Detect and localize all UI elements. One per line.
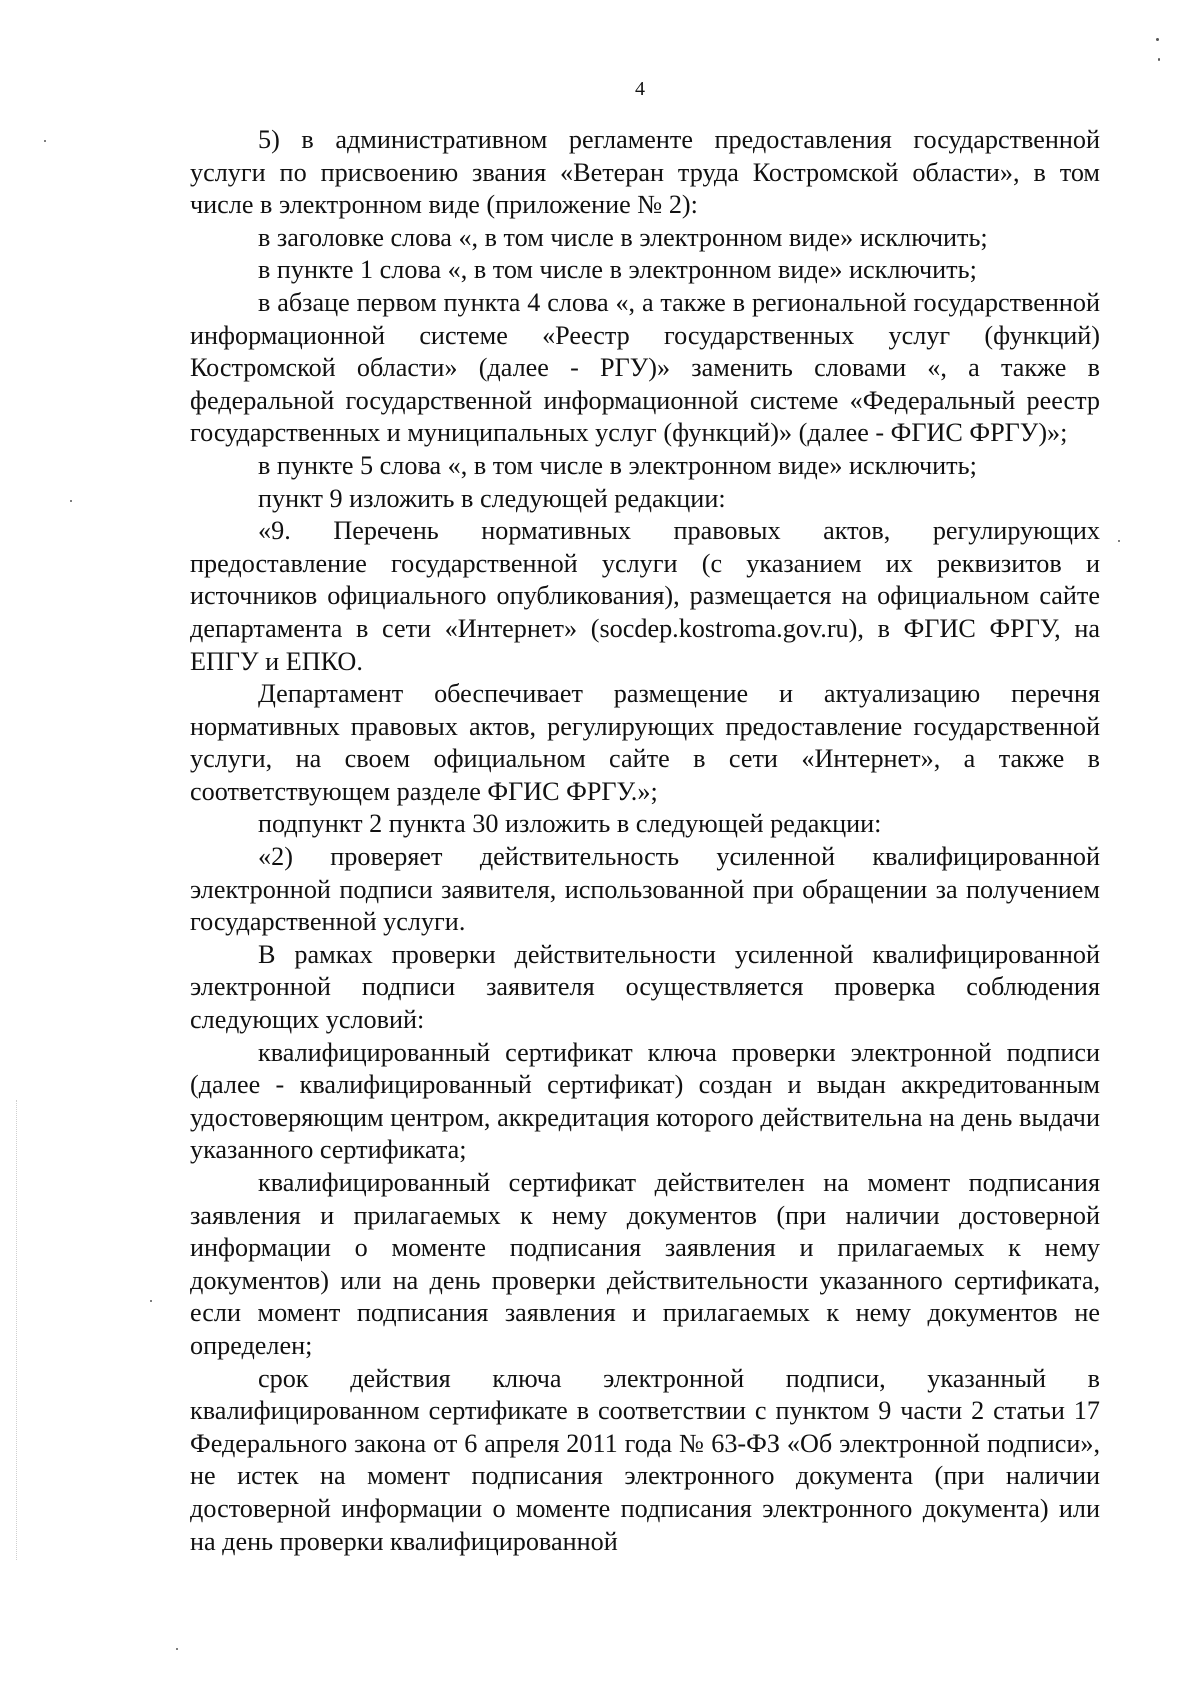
paragraph-item-5: 5) в административном регламенте предоставления государственной услуги по присвоению звания «Ветеран труда Костромской области», в том числе в электронном виде (приложение № 2):: [190, 125, 1100, 220]
binding-margin-dots: [16, 1100, 18, 1560]
paragraph-point-9-intro: пункт 9 изложить в следующей редакции:: [258, 483, 726, 513]
scan-speck: [70, 500, 72, 502]
paragraph-condition-valid: квалифицированный сертификат действителен на момент подписания заявления и прилагаемых к нему документов (при наличии достоверной информации о моменте подписания заявления и прилагаемых к нему документов) или на день проверки действительности указанного сертификата, если момент подписания заявления и прилагаемых к нему документов не определен;: [190, 1168, 1100, 1360]
scan-speck: [150, 1300, 152, 1302]
paragraph-condition-issued: квалифицированный сертификат ключа проверки электронной подписи (далее - квалифицированный сертификат) создан и выдан аккредитованным удостоверяющим центром, аккредитация которого действительна на день выдачи указанного сертификата;: [190, 1037, 1100, 1165]
paragraph-point-1-change: в пункте 1 слова «, в том числе в электронном виде» исключить;: [258, 255, 977, 285]
scan-speck: [176, 1648, 178, 1650]
scan-speck: [1156, 38, 1159, 41]
scan-speck: [1158, 58, 1160, 61]
scan-speck: [44, 140, 46, 142]
paragraph-check-conditions: В рамках проверки действительности усиленной квалифицированной электронной подписи заявителя осуществляется проверка соблюдения следующих условий:: [190, 939, 1100, 1035]
paragraph-condition-term: срок действия ключа электронной подписи, указанный в квалифицированном сертификате в соответствии с пунктом 9 части 2 статьи 17 Федерального закона от 6 апреля 2011 года № 63-ФЗ «Об электронной подписи», не истек на момент подписания электронного документа (при наличии достоверной информации о моменте подписания электронного документа) или на день проверки квалифицированной: [190, 1363, 1100, 1556]
document-body: [190, 124, 1100, 1558]
paragraph-point-30-text: «2) проверяет действительность усиленной квалифицированной электронной подписи заявителя, использованной при обращении за получением государственной услуги.: [190, 842, 1100, 937]
paragraph-department-duty: Департамент обеспечивает размещение и актуализацию перечня нормативных правовых актов, регулирующих предоставление государственной услуги, на своем официальном сайте в сети «Интернет», а также в соответствующем разделе ФГИС ФРГУ.»;: [190, 679, 1100, 806]
paragraph-point-30-intro: подпункт 2 пункта 30 изложить в следующей редакции:: [258, 809, 882, 839]
paragraph-point-4-change: в абзаце первом пункта 4 слова «, а также в региональной государственной информационной системе «Реестр государственных услуг (функций) Костромской области» (далее - РГУ)» заменить словами «, а также в федеральной государственной информационной системе «Федеральный реестр государственных и муниципальных услуг (функций)» (далее - ФГИС ФРГУ)»;: [190, 287, 1100, 448]
page-number: 4: [635, 78, 645, 100]
paragraph-point-9-text: «9. Перечень нормативных правовых актов, регулирующих предоставление государственной услуги (с указанием их реквизитов и источников официального опубликования), размещается на официальном сайте департамента в сети «Интернет» (socdep.kostroma.gov.ru), в ФГИС ФРГУ, на ЕПГУ и ЕПКО.: [190, 516, 1100, 676]
paragraph-title-change: в заголовке слова «, в том числе в электронном виде» исключить;: [258, 222, 988, 252]
paragraph-point-5-change: в пункте 5 слова «, в том числе в электронном виде» исключить;: [258, 450, 977, 480]
scan-speck: [1118, 540, 1120, 542]
